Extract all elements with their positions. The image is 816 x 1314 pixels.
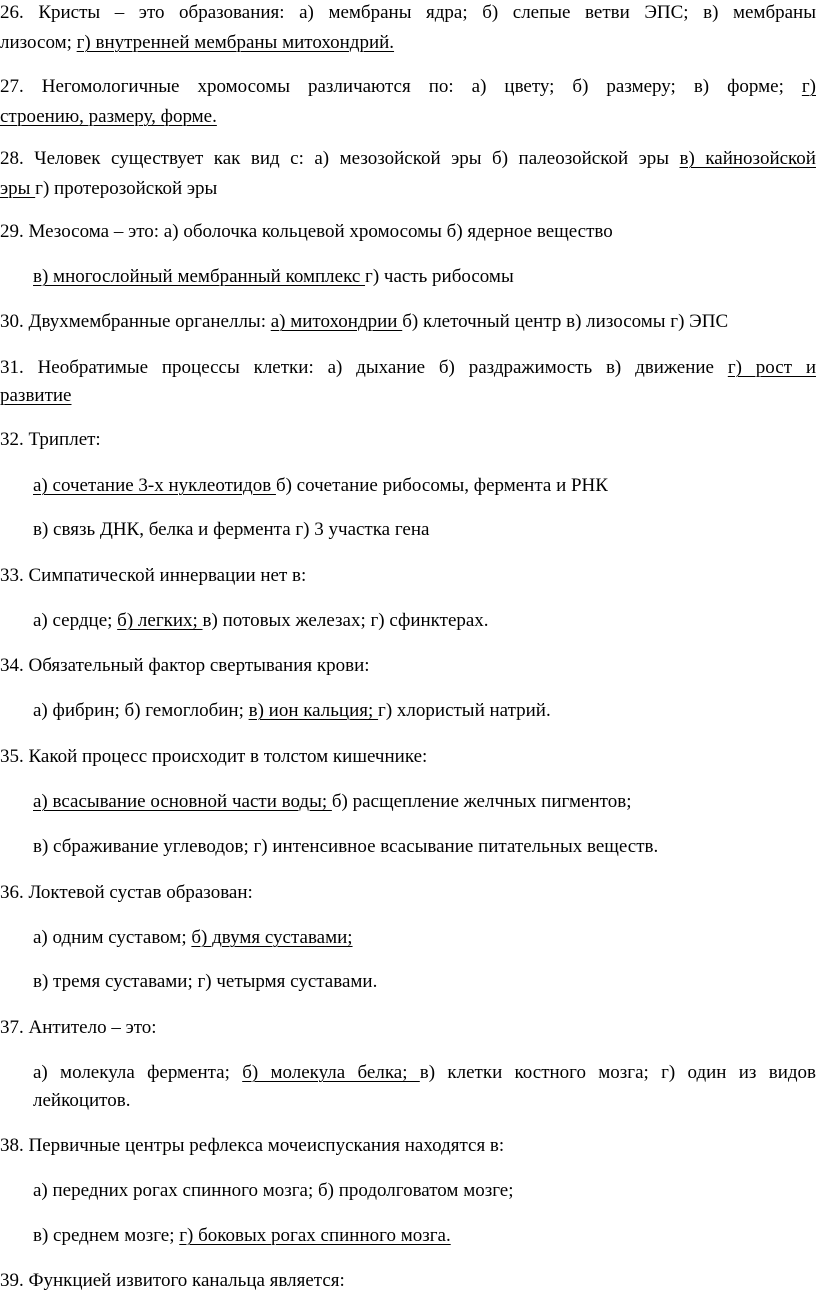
question-text [0,221,613,243]
text-segment: 39. Функцией извитого канальца является: [0,1270,345,1291]
text-segment: 37. Антитело – это: [0,1017,157,1038]
text-segment: 31. Необратимые процессы клетки: а) дыхание б) раздражимость в) движение [0,357,728,378]
answer-options-line [0,32,394,54]
answer-options-line [33,791,632,813]
question-text [0,357,816,379]
text-segment: лизосом; [0,32,77,53]
answer-options-line [0,178,217,200]
text-segment: а) сердце; [33,610,118,631]
correct-answer-underlined: г) [801,76,816,97]
correct-answer-underlined: в) кайнозойской [679,148,816,169]
question-text [0,1270,345,1292]
text-segment: 26. Кристы – это образования: а) мембраны ядра; б) слепые ветви ЭПС; в) мембраны [0,2,816,23]
answer-options-line [33,1062,816,1084]
question-text [0,148,816,170]
text-segment: б) клеточный центр в) лизосомы г) ЭПС [402,311,729,332]
answer-options-line [0,385,71,407]
question-text [0,882,253,904]
correct-answer-underlined: развитие [0,385,72,406]
text-segment: г) хлористый натрий. [378,700,551,721]
question-text [0,746,427,768]
answer-options-line [33,971,377,993]
correct-answer-underlined: в) многослойный мембранный комплекс [33,266,366,287]
correct-answer-underlined: г) боковых рогах спинного мозга. [179,1225,451,1246]
correct-answer-underlined: г) внутренней мембраны митохондрий. [76,32,395,53]
question-text [0,2,816,24]
text-segment: б) сочетание рибосомы, фермента и РНК [275,475,608,496]
text-segment: 33. Симпатической иннервации нет в: [0,565,307,586]
question-text [0,76,816,98]
answer-options-line [33,927,353,949]
text-segment: в) потовых железах; г) сфинктерах. [202,610,489,631]
text-segment: 34. Обязательный фактор свертывания крови: [0,655,370,676]
correct-answer-underlined: б) двумя суставами; [191,927,353,948]
text-segment: а) одним суставом; [33,927,192,948]
answer-options-line [33,1180,513,1202]
text-segment: 32. Триплет: [0,429,101,450]
correct-answer-underlined: а) митохондрии [270,311,403,332]
answer-options-line [33,519,429,541]
text-segment: г) протерозойской эры [35,178,218,199]
answer-options-line [33,610,489,632]
question-text [0,655,370,677]
correct-answer-underlined: а) всасывание основной части воды; [33,791,332,812]
answer-options-line [33,700,551,722]
answer-options-line [0,106,217,128]
question-text [0,1017,157,1039]
answer-options-line [33,266,514,288]
text-segment: 35. Какой процесс происходит в толстом кишечнике: [0,746,428,767]
answer-options-line [33,836,658,858]
text-segment: в) клетки костного мозга; г) один из видов [419,1062,816,1083]
correct-answer-underlined: эры [0,178,36,199]
correct-answer-underlined: б) молекула белка; [242,1062,420,1083]
answer-options-line [33,475,608,497]
correct-answer-underlined: а) сочетание 3-х нуклеотидов [33,475,276,496]
text-segment: 28. Человек существует как вид с: а) мезозойской эры б) палеозойской эры [0,148,680,169]
answer-options-line [33,1090,130,1112]
text-segment: в) связь ДНК, белка и фермента г) 3 участка гена [33,519,430,540]
correct-answer-underlined: строению, размеру, форме. [0,106,217,127]
text-segment: в) среднем мозге; [33,1225,180,1246]
text-segment: б) расщепление желчных пигментов; [331,791,632,812]
text-segment: лейкоцитов. [33,1090,131,1111]
text-segment: г) часть рибосомы [365,266,514,287]
text-segment: 38. Первичные центры рефлекса мочеиспускания находятся в: [0,1135,505,1156]
answer-options-line [33,1225,451,1247]
text-segment: 27. Негомологичные хромосомы различаются по: а) цвету; б) размеру; в) форме; [0,76,802,97]
question-text [0,565,306,587]
text-segment: а) передних рогах спинного мозга; б) продолговатом мозге; [33,1180,514,1201]
text-segment: в) тремя суставами; г) четырмя суставами. [33,971,378,992]
text-segment: 30. Двухмембранные органеллы: [0,311,271,332]
correct-answer-underlined: в) ион кальция; [248,700,379,721]
question-text [0,429,101,451]
text-segment: а) фибрин; б) гемоглобин; [33,700,249,721]
text-segment: 29. Мезосома – это: а) оболочка кольцевой хромосомы б) ядерное вещество [0,221,613,242]
text-segment: 36. Локтевой сустав образован: [0,882,253,903]
correct-answer-underlined: г) рост и [727,357,816,378]
question-text [0,311,728,333]
text-segment: а) молекула фермента; [33,1062,243,1083]
text-segment: в) сбраживание углеводов; г) интенсивное всасывание питательных веществ. [33,836,659,857]
question-text [0,1135,504,1157]
correct-answer-underlined: б) легких; [117,610,203,631]
